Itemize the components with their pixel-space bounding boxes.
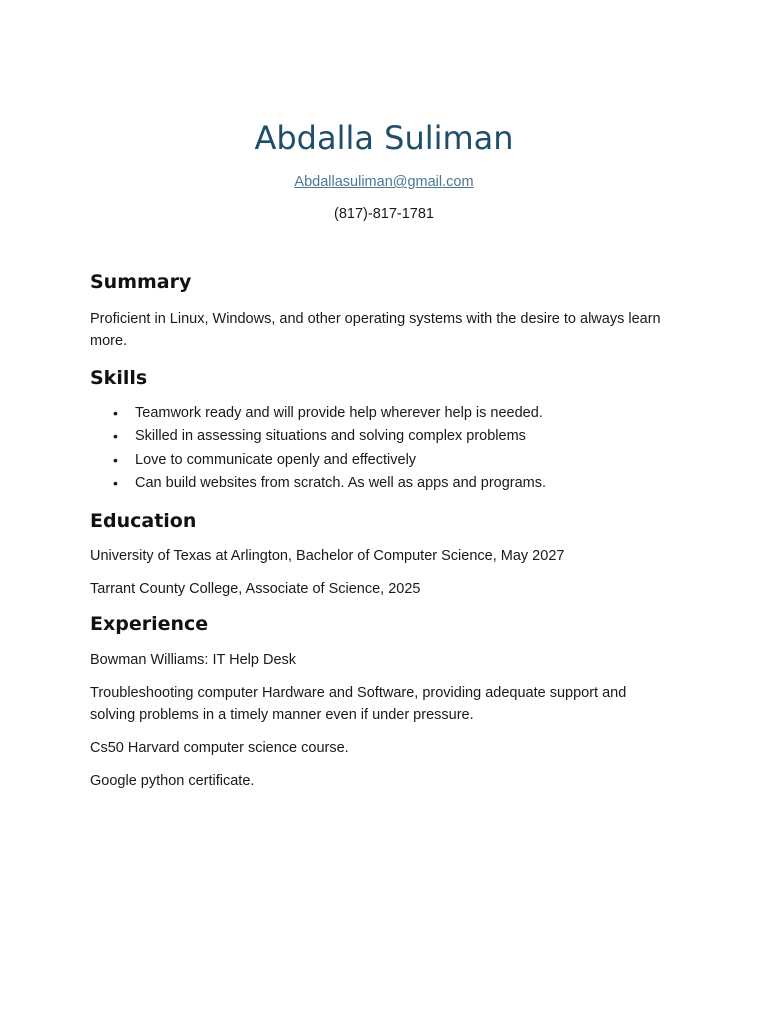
bullet-icon: • (113, 405, 118, 421)
education-heading: Education (90, 510, 197, 533)
experience-entry: Google python certificate. (90, 773, 255, 790)
candidate-name: Abdalla Suliman (254, 119, 514, 157)
skills-heading: Skills (90, 367, 148, 389)
resume-body (90, 268, 675, 792)
resume-header (0, 116, 768, 224)
experience-entry: Bowman Williams: IT Help Desk (90, 652, 297, 669)
experience-entry: Cs50 Harvard computer science course. (90, 740, 349, 757)
skill-item (90, 425, 675, 448)
experience-heading: Experience (90, 613, 209, 636)
skill-text: Skilled in assessing situations and solving complex problems (135, 428, 526, 445)
skill-text: Can build websites from scratch. As well as apps and programs. (135, 474, 547, 491)
bullet-icon: • (113, 451, 118, 468)
bullet-icon: • (113, 428, 118, 445)
skills-list (90, 402, 675, 495)
bullet-icon: • (113, 474, 118, 491)
summary-heading: Summary (90, 271, 192, 293)
summary-text: Proficient in Linux, Windows, and other operating systems with the desire to always learn more. (90, 311, 661, 349)
experience-entry: Troubleshooting computer Hardware and Software, providing adequate support and solving problems in a timely manner even if under pressure. (90, 685, 627, 724)
skill-item (90, 449, 675, 472)
skill-text: Teamwork ready and will provide help wherever help is needed. (135, 405, 543, 421)
skill-text: Love to communicate openly and effectively (135, 451, 417, 468)
education-entry: University of Texas at Arlington, Bachelor of Computer Science, May 2027 (90, 548, 565, 565)
skill-item (90, 402, 675, 425)
phone-number: (817)-817-1781 (334, 206, 434, 222)
education-entry: Tarrant County College, Associate of Science, 2025 (90, 581, 421, 598)
skill-item (90, 472, 675, 495)
email-link[interactable]: Abdallasuliman@gmail.com (294, 174, 474, 190)
